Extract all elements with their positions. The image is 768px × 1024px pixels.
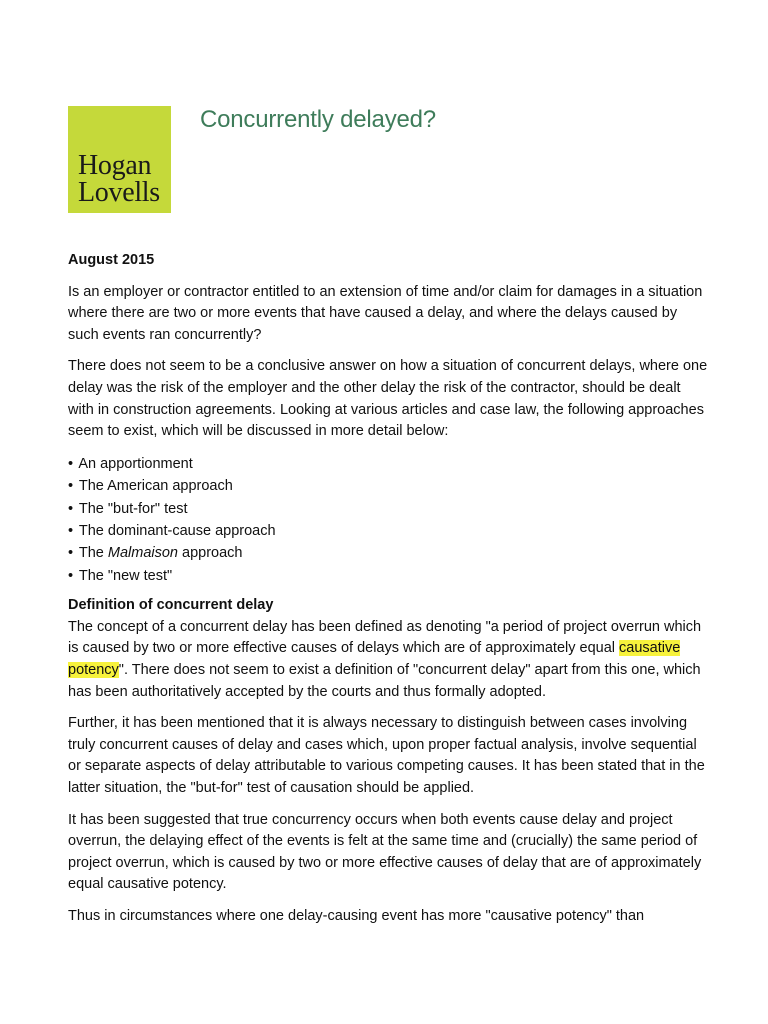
bullet: • [68,455,74,472]
highlighted-text: causative potency [68,640,681,678]
list-item [68,565,708,587]
bullet: • [68,478,74,495]
list-item-text: The dominant-cause approach [78,522,276,539]
bullet: • [68,545,74,562]
hogan-lovells-logo [68,106,171,213]
body-paragraph: Thus in circumstances where one delay-causing event has more "causative potency" than [68,907,645,924]
list-item-text-prefix: The [78,545,104,562]
section-heading: Definition of concurrent delay [68,597,274,614]
bullet: • [68,500,74,517]
definition-text-start: The concept of a concurrent delay has been defined as denoting "a period of project overrun which is caused by two or more effective causes of delays which are of approximately equal [68,618,702,657]
list-item [68,498,708,520]
list-item-text: The American approach [78,478,233,495]
document-title: Concurrently delayed? [200,106,436,133]
list-item-text: The "but-for" test [78,500,188,517]
list-item [68,520,708,542]
logo-text-hogan: Hogan [78,150,152,181]
list-item-text: An apportionment [78,455,193,472]
approaches-list [68,453,708,587]
bullet: • [68,522,74,539]
list-item-text-suffix: approach [182,545,243,562]
publication-date: August 2015 [68,252,155,268]
approaches-intro-paragraph: There does not seem to be a conclusive answer on how a situation of concurrent delays, where one delay was the risk of the employer and the other delay the risk of the contractor, should be dealt with in construction agreements. Looking at various articles and case law, the following approaches seem to exist, which will be discussed in more detail below: [68,358,708,440]
list-item [68,453,708,475]
bullet: • [68,567,74,584]
definition-text-end: ". There does not seem to exist a definition of "concurrent delay" apart from this one, which has been authoritatively accepted by the courts and thus formally adopted. [68,661,701,700]
document-body [68,250,708,938]
logo-text-lovells: Lovells [78,177,160,208]
list-item [68,475,708,497]
definition-paragraph [68,617,708,703]
body-paragraph: It has been suggested that true concurrency occurs when both events cause delay and project overrun, the delaying effect of the events is felt at the same time and (crucially) the same period of project overrun, which is caused by two or more effective causes of delay that are of approximately equal causative potency. [68,811,702,893]
list-item-text: The "new test" [78,567,173,584]
list-item [68,542,708,564]
list-item-text-italic: Malmaison [107,545,178,562]
body-paragraph: Further, it has been mentioned that it is always necessary to distinguish between cases involving truly concurrent causes of delay and cases which, upon proper factual analysis, involve sequential or separate aspects of delay attributable to various competing causes. It has been stated that in the latter situation, the "but-for" test of causation should be applied. [68,715,705,796]
intro-paragraph: Is an employer or contractor entitled to an extension of time and/or claim for damages in a situation where there are two or more events that have caused a delay, and where the delays caused by such events ran concurrently? [68,283,703,343]
